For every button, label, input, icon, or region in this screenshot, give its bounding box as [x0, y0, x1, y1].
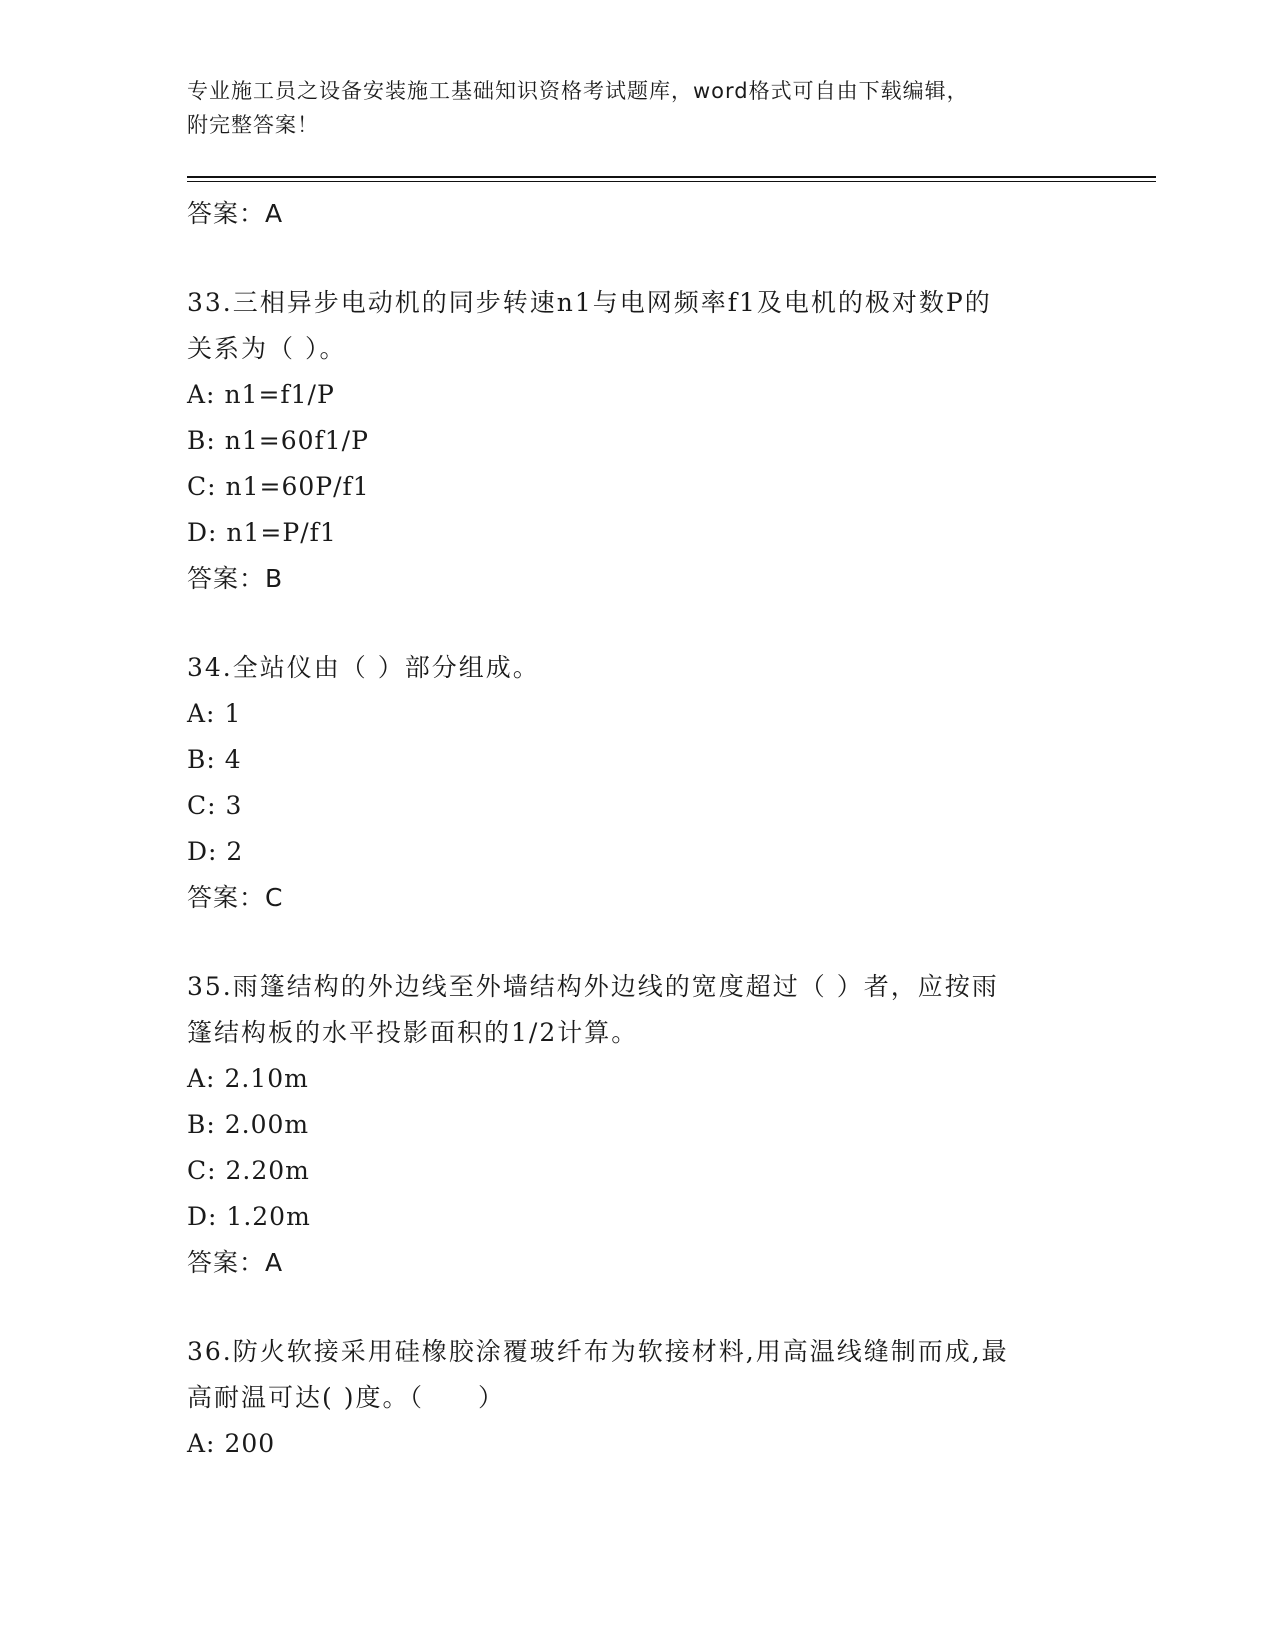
answer-prefix: 答案： — [187, 883, 266, 912]
option-d — [187, 829, 1087, 875]
answer-prefix: 答案： — [187, 199, 266, 228]
option-value: n1=60f1/P — [224, 426, 369, 455]
answer-prefix: 答案： — [187, 564, 266, 593]
option-value: 1.20m — [226, 1202, 311, 1231]
option-b — [187, 418, 1087, 464]
document-header — [187, 74, 1087, 142]
question-text-line-2: 高耐温可达( )度。（ ） — [187, 1383, 505, 1412]
answer-prefix: 答案： — [187, 1248, 266, 1277]
option-value: 2.00m — [224, 1110, 310, 1139]
option-value: 1 — [224, 699, 242, 728]
option-value: 2 — [226, 837, 244, 866]
option-label: C: — [187, 1156, 217, 1185]
question-list — [187, 191, 1087, 1467]
option-value: 4 — [224, 745, 242, 774]
option-label: B: — [187, 426, 216, 455]
option-label: A: — [187, 699, 216, 728]
option-label: C: — [187, 472, 217, 501]
answer-line-prev — [187, 191, 1087, 237]
option-c — [187, 1148, 1087, 1194]
answer-value: C — [265, 883, 284, 912]
option-value: n1=f1/P — [224, 380, 335, 409]
header-divider-thick — [187, 176, 1156, 178]
question-33 — [187, 280, 1087, 602]
option-a — [187, 1421, 1087, 1467]
option-label: A: — [187, 1064, 216, 1093]
question-text-line-1: 35.雨篷结构的外边线至外墙结构外边线的宽度超过（ ）者，应按雨 — [187, 972, 999, 1001]
answer-value: A — [265, 199, 284, 228]
option-label: B: — [187, 1110, 216, 1139]
option-value: 3 — [225, 791, 243, 820]
question-text-line-2: 关系为（ ）。 — [187, 334, 347, 363]
option-value: 2.20m — [225, 1156, 310, 1185]
option-label: D: — [187, 518, 218, 547]
option-label: D: — [187, 1202, 218, 1231]
answer-value: B — [265, 564, 284, 593]
option-value: 2.10m — [224, 1064, 309, 1093]
answer-value: A — [265, 1248, 284, 1277]
question-text-line-1: 33.三相异步电动机的同步转速n1与电网频率f1及电机的极对数P的 — [187, 288, 992, 317]
question-36 — [187, 1329, 1087, 1467]
option-label: C: — [187, 791, 217, 820]
answer-line — [187, 875, 1087, 921]
option-label: B: — [187, 745, 216, 774]
option-a — [187, 1056, 1087, 1102]
option-d — [187, 510, 1087, 556]
answer-line — [187, 556, 1087, 602]
option-label: D: — [187, 837, 218, 866]
option-c — [187, 464, 1087, 510]
option-b — [187, 1102, 1087, 1148]
option-c — [187, 783, 1087, 829]
option-b — [187, 737, 1087, 783]
question-35 — [187, 964, 1087, 1286]
option-a — [187, 372, 1087, 418]
question-text-line-1: 36.防火软接采用硅橡胶涂覆玻纤布为软接材料,用高温线缝制而成,最 — [187, 1337, 1009, 1366]
option-value: n1=60P/f1 — [225, 472, 370, 501]
answer-line — [187, 1240, 1087, 1286]
header-line-1: 专业施工员之设备安装施工基础知识资格考试题库，word格式可自由下载编辑， — [187, 79, 969, 103]
option-value: 200 — [224, 1429, 276, 1458]
option-a — [187, 691, 1087, 737]
option-label: A: — [187, 380, 216, 409]
header-line-2: 附完整答案！ — [187, 113, 319, 137]
header-divider-thin — [187, 181, 1156, 182]
option-d — [187, 1194, 1087, 1240]
option-label: A: — [187, 1429, 216, 1458]
question-34 — [187, 645, 1087, 921]
question-text-line-1: 34.全站仪由（ ）部分组成。 — [187, 653, 540, 682]
option-value: n1=P/f1 — [226, 518, 337, 547]
question-text-line-2: 篷结构板的水平投影面积的1/2计算。 — [187, 1018, 639, 1047]
